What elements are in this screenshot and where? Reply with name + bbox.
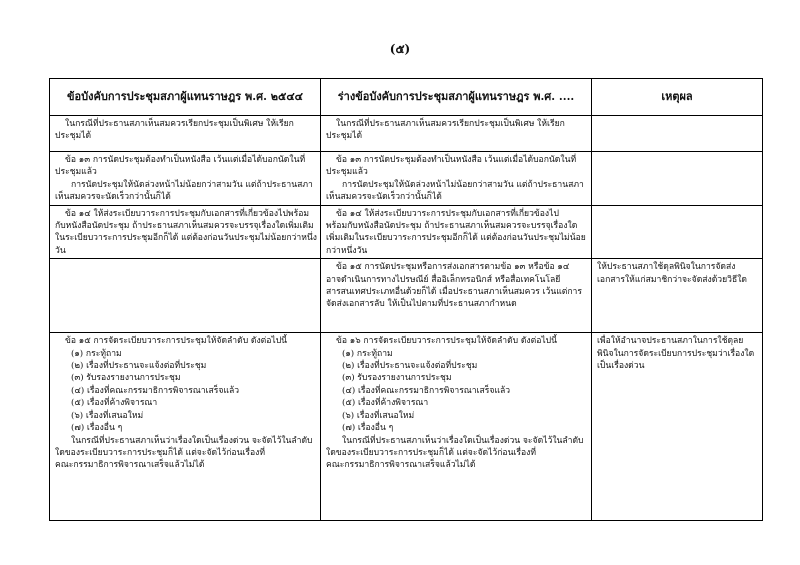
cell-text-line: เอกสารให้แก่สมาชิกว่าจะจัดส่งด้วยวิธีใด <box>597 274 748 285</box>
cell-reason <box>592 116 763 152</box>
cell-reason <box>592 152 763 206</box>
cell-text-line: เป็นเรื่องด่วน <box>597 361 645 372</box>
cell-text-line: จัดส่งเอกสารลับ ให้เป็นไปตามที่ประธานสภากำหนด <box>326 299 517 310</box>
table-row <box>50 205 763 259</box>
cell-text-line: ข้อ ๑๓ การนัดประชุมต้องทำเป็นหนังสือ เว้นแต่เมื่อได้บอกนัดในที่ <box>336 155 577 165</box>
cell-text-line: (๖) เรื่องที่เสนอใหม่ <box>342 410 415 421</box>
cell-text-line: สารสนเทศประเภทอื่นด้วยก็ได้ เมื่อประธานสภาเห็นสมควร เว้นแต่การ <box>326 287 582 298</box>
cell-text-line: ข้อ ๑๔ ให้ส่งระเบียบวาระการประชุมกับเอกสารที่เกี่ยวข้องไปพร้อม <box>65 208 310 219</box>
table-header-row <box>50 79 763 116</box>
cell-text-line: ประชุมได้ <box>326 131 363 142</box>
header-draft-regulation: ร่างข้อบังคับการประชุมสภาผู้แทนราษฎร พ.ศ. .... <box>321 79 592 116</box>
cell-text-line: (๓) รับรองรายงานการประชุม <box>342 373 452 384</box>
cell-text-line: เห็นสมควรจะนัดเร็วกว่านั้นก็ได้ <box>326 192 442 203</box>
cell-text-line: พินิจในการจัดระเบียบการประชุมว่าเรื่องใด <box>597 348 755 359</box>
cell-text-line: ข้อ ๑๓ การนัดประชุมต้องทำเป็นหนังสือ เว้นแต่เมื่อได้บอกนัดในที่ <box>65 155 306 165</box>
cell-text-line: ข้อ ๑๕ การจัดระเบียบวาระการประชุมให้จัดลำดับ ดังต่อไปนี้ <box>65 336 288 347</box>
cell-text-line: (๑) กระทู้ถาม <box>71 348 122 359</box>
page-number: (๕) <box>389 42 411 56</box>
cell-draft-regulation <box>321 259 592 333</box>
cell-text-line: เห็นสมควรจะนัดเร็วกว่านั้นก็ได้ <box>55 192 171 203</box>
cell-text-line: เพื่อให้อำนาจประธานสภาในการใช้ดุลย <box>597 336 744 347</box>
cell-text-line: วัน <box>55 245 66 256</box>
cell-text-line: คณะกรรมาธิการพิจารณาเสร็จแล้วไม่ได้ <box>326 460 476 471</box>
cell-text-line: ใดของระเบียบวาระการประชุมก็ได้ แต่จะจัดไว้ก่อนเรื่องที่ <box>55 447 266 458</box>
cell-text-line: ในกรณีที่ประธานสภาเห็นว่าเรื่องใดเป็นเรื่องด่วน จะจัดไว้ในลำดับ <box>71 435 313 446</box>
cell-text-line: (๗) เรื่องอื่น ๆ <box>71 423 123 434</box>
cell-text-line: การนัดประชุมให้นัดล่วงหน้าไม่น้อยกว่าสามวัน แต่ถ้าประธานสภา <box>71 179 313 190</box>
cell-current-regulation <box>50 116 321 152</box>
cell-text-line: ข้อ ๑๕ การนัดประชุมหรือการส่งเอกสารตามข้อ ๑๓ หรือข้อ ๑๔ <box>336 262 570 273</box>
cell-text-line: (๕) เรื่องที่ค้างพิจารณา <box>342 398 429 409</box>
cell-text-line: (๒) เรื่องที่ประธานจะแจ้งต่อที่ประชุม <box>71 361 207 372</box>
cell-draft-regulation <box>321 205 592 259</box>
table-row <box>50 333 763 521</box>
cell-text-line: พร้อมกับหนังสือนัดประชุม ถ้าประธานสภาเห็นสมควรจะบรรจุเรื่องใด <box>326 221 578 232</box>
cell-draft-regulation <box>321 152 592 206</box>
cell-text-line: ข้อ ๑๔ ให้ส่งระเบียบวาระการประชุมกับเอกสารที่เกี่ยวข้องไป <box>336 208 559 219</box>
cell-text-line: ในกรณีที่ประธานสภาเห็นสมควรเรียกประชุมเป็นพิเศษ ให้เรียก <box>336 119 565 129</box>
cell-text-line: ใดของระเบียบวาระการประชุมก็ได้ แต่จะจัดไว้ก่อนเรื่องที่ <box>326 447 537 458</box>
cell-reason <box>592 333 763 521</box>
cell-text-line: กับหนังสือนัดประชุม ถ้าประธานสภาเห็นสมควรจะบรรจุเรื่องใดเพิ่มเติม <box>55 221 314 232</box>
table-row <box>50 259 763 333</box>
cell-text-line: (๒) เรื่องที่ประธานจะแจ้งต่อที่ประชุม <box>342 361 478 372</box>
cell-text-line: ในกรณีที่ประธานสภาเห็นสมควรเรียกประชุมเป็นพิเศษ ให้เรียก <box>65 119 294 129</box>
comparison-table <box>49 78 763 521</box>
cell-text-line: (๔) เรื่องที่คณะกรรมาธิการพิจารณาเสร็จแล้ว <box>71 385 240 396</box>
cell-current-regulation <box>50 333 321 521</box>
table-row <box>50 152 763 206</box>
cell-text-line: (๗) เรื่องอื่น ๆ <box>342 423 394 434</box>
cell-text-line: ประชุมแล้ว <box>326 167 368 178</box>
cell-draft-regulation <box>321 116 592 152</box>
cell-text-line: ในกรณีที่ประธานสภาเห็นว่าเรื่องใดเป็นเรื่องด่วน จะจัดไว้ในลำดับ <box>342 435 584 446</box>
cell-text-line: ประชุมแล้ว <box>55 167 97 178</box>
cell-text-line: ให้ประธานสภาใช้ดุลพินิจในการจัดส่ง <box>597 262 736 273</box>
cell-current-regulation <box>50 152 321 206</box>
cell-current-regulation <box>50 259 321 333</box>
cell-text-line: อาจดำเนินการทางไปรษณีย์ สื่ออิเล็กทรอนิกส์ หรือสื่อเทคโนโลยี <box>326 274 561 285</box>
cell-text-line: กว่าหนึ่งวัน <box>326 245 368 256</box>
cell-text-line: การนัดประชุมให้นัดล่วงหน้าไม่น้อยกว่าสามวัน แต่ถ้าประธานสภา <box>342 179 584 190</box>
cell-text-line: ในระเบียบวาระการประชุมอีกก็ได้ แต่ต้องก่อนวันประชุมไม่น้อยกว่าหนึ่ง <box>55 233 317 244</box>
cell-text-line: ประชุมได้ <box>55 131 92 142</box>
cell-text-line: (๑) กระทู้ถาม <box>342 348 393 359</box>
cell-text-line: (๕) เรื่องที่ค้างพิจารณา <box>71 398 158 409</box>
cell-draft-regulation <box>321 333 592 521</box>
cell-text-line: (๔) เรื่องที่คณะกรรมาธิการพิจารณาเสร็จแล้ว <box>342 385 511 396</box>
table-row <box>50 116 763 152</box>
cell-text-line: เพิ่มเติมในระเบียบวาระการประชุมอีกก็ได้ แต่ต้องก่อนวันประชุมไม่น้อย <box>326 233 586 244</box>
cell-reason <box>592 205 763 259</box>
cell-reason <box>592 259 763 333</box>
header-current-regulation: ข้อบังคับการประชุมสภาผู้แทนราษฎร พ.ศ. ๒๕๔๔ <box>50 79 321 116</box>
cell-text-line: คณะกรรมาธิการพิจารณาเสร็จแล้วไม่ได้ <box>55 460 205 471</box>
cell-text-line: ข้อ ๑๖ การจัดระเบียบวาระการประชุมให้จัดลำดับ ดังต่อไปนี้ <box>336 336 558 347</box>
cell-text-line: (๓) รับรองรายงานการประชุม <box>71 373 181 384</box>
cell-text-line: (๖) เรื่องที่เสนอใหม่ <box>71 410 144 421</box>
cell-current-regulation <box>50 205 321 259</box>
header-reason: เหตุผล <box>592 79 763 116</box>
